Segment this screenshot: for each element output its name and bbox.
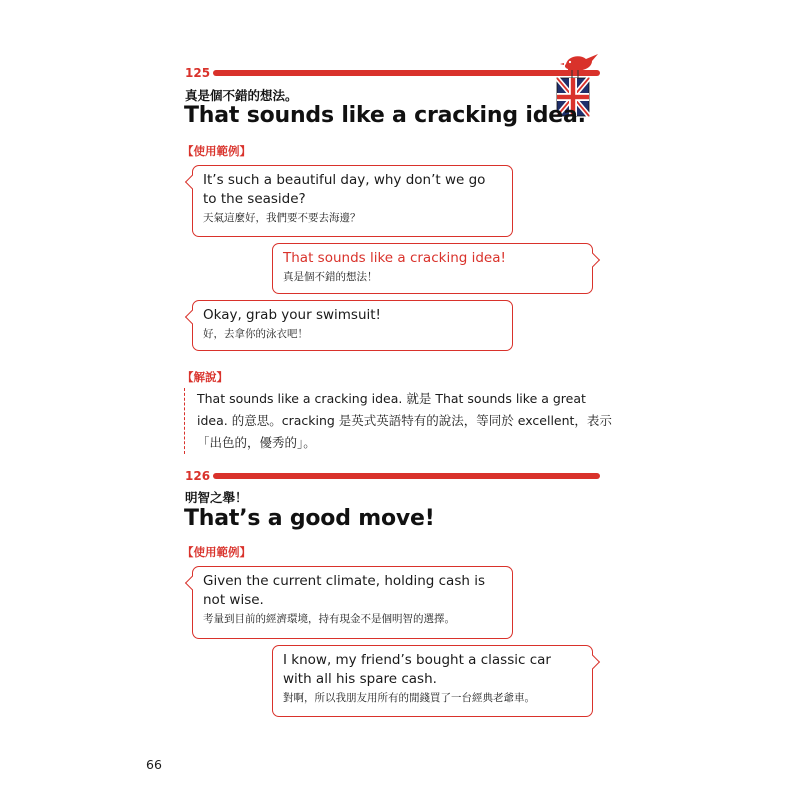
- dialogue-zh: 天氣這麼好，我們要不要去海邊？: [203, 212, 361, 224]
- dialogue-zh: 對啊，所以我朋友用所有的閒錢買了一台經典老爺車。: [283, 692, 535, 704]
- dialogue-bubble-left: [192, 300, 513, 351]
- zh-phrase-title: 真是個不錯的想法。: [185, 88, 298, 103]
- dialogue-bubble-left: [192, 566, 513, 639]
- dialogue-en: It’s such a beautiful day, why don’t we go to the seaside?: [203, 172, 486, 207]
- entry-number: 125: [185, 66, 211, 80]
- dialogue-en: Okay, grab your swimsuit!: [203, 307, 381, 323]
- dialogue-bubble-right: [272, 645, 593, 717]
- example-label: 【使用範例】: [182, 144, 251, 158]
- entry-number: 126: [185, 469, 211, 483]
- dialogue-bubble-left: [192, 165, 513, 237]
- dialogue-en: Given the current climate, holding cash is not wise.: [203, 573, 485, 608]
- dialogue-en: That sounds like a cracking idea!: [283, 250, 506, 266]
- explanation-label: 【解說】: [182, 370, 228, 384]
- dialogue-zh: 考量到目前的經濟環境，持有現金不是個明智的選擇。: [203, 613, 455, 625]
- dialogue-zh: 真是個不錯的想法！: [283, 271, 378, 283]
- dialogue-bubble-right: [272, 243, 593, 294]
- page-number: 66: [146, 757, 162, 772]
- dialogue-zh: 好，去拿你的泳衣吧！: [203, 328, 308, 340]
- en-phrase-title: That sounds like a cracking idea.: [184, 103, 586, 128]
- zh-phrase-title: 明智之舉！: [185, 490, 248, 505]
- entry-divider: [213, 70, 600, 76]
- explanation-text: That sounds like a cracking idea. 就是 That sounds like a great idea. 的意思。cracking 是英式英語特有的說法，等同於 excellent，表示「出色的，優秀的」。: [184, 388, 617, 454]
- en-phrase-title: That’s a good move!: [184, 506, 435, 531]
- dialogue-en: I know, my friend’s bought a classic car with all his spare cash.: [283, 652, 551, 687]
- example-label: 【使用範例】: [182, 545, 251, 559]
- entry-divider: [213, 473, 600, 479]
